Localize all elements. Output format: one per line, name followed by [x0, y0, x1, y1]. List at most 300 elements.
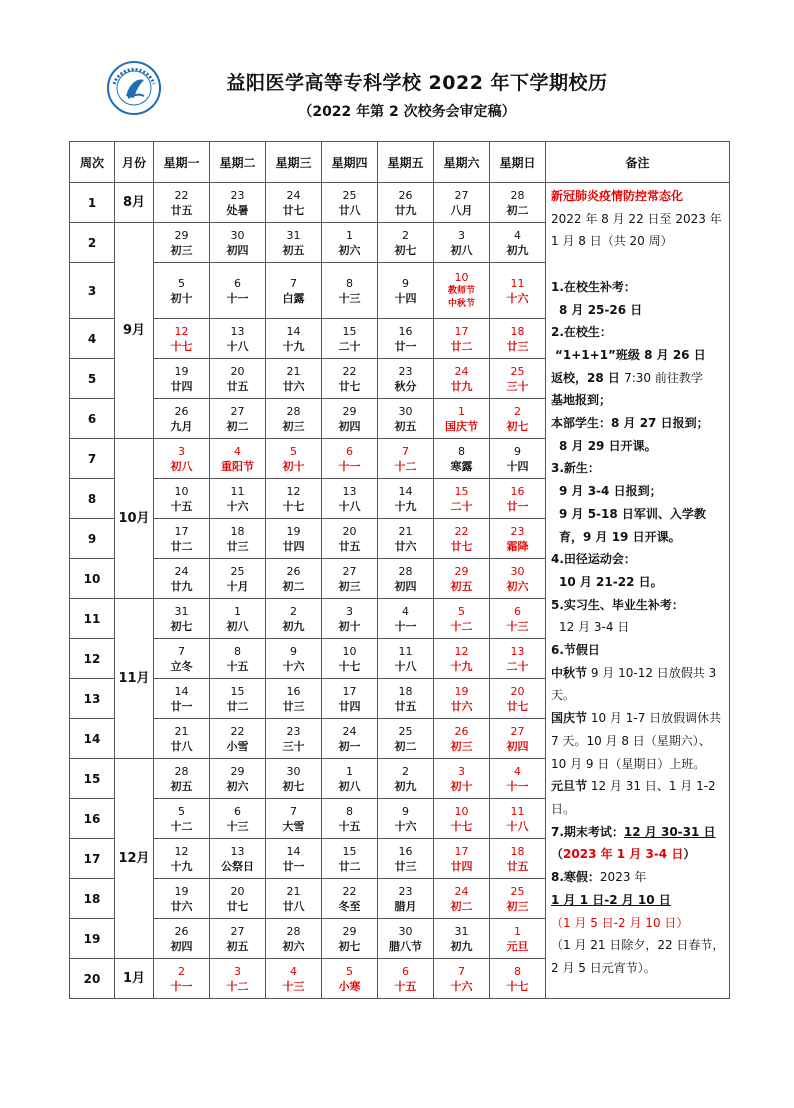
week-number: 8: [70, 479, 115, 519]
lunar-date: 初三: [338, 579, 361, 593]
lunar-date: 廿六: [282, 379, 305, 393]
day-cell: [434, 719, 490, 759]
lunar-date: 二十: [506, 659, 529, 673]
day-cell: [378, 519, 434, 559]
lunar-date: 初五: [226, 939, 249, 953]
lunar-date: 十七: [338, 659, 361, 673]
solar-date: 25: [510, 364, 525, 378]
lunar-date: 廿一: [282, 859, 305, 873]
lunar-date: 十一: [226, 291, 249, 305]
page-title: 益阳医学高等专科学校 2022 年下学期校历: [226, 72, 608, 94]
lunar-date: 初二: [394, 739, 417, 753]
solar-date: 22: [454, 524, 469, 538]
solar-date: 7: [290, 276, 297, 290]
solar-date: 30: [510, 564, 525, 578]
day-cell: [154, 639, 210, 679]
lunar-date: 教师节 中秋节: [447, 286, 475, 309]
day-cell: [434, 519, 490, 559]
lunar-date: 十七: [170, 339, 193, 353]
day-cell: [434, 559, 490, 599]
solar-date: 13: [342, 484, 357, 498]
lunar-date: 立冬: [170, 659, 193, 673]
solar-date: 14: [286, 324, 301, 338]
solar-date: 23: [230, 188, 245, 202]
day-cell: [434, 799, 490, 839]
day-cell: [378, 959, 434, 999]
day-cell: [154, 679, 210, 719]
day-cell: [154, 319, 210, 359]
day-cell: [210, 919, 266, 959]
note-heading: 8.寒假：: [551, 870, 600, 885]
lunar-date: 初六: [506, 579, 529, 593]
solar-date: 21: [398, 524, 413, 538]
lunar-date: 十四: [506, 459, 529, 473]
notes-cell: [546, 183, 730, 999]
lunar-date: 初八: [338, 779, 361, 793]
solar-date: 3: [178, 444, 185, 458]
note-text: （1 月 21 日除夕，22 日春节，2 月 5 日元宵节）。: [551, 938, 725, 975]
col-header: 星期三: [266, 142, 322, 183]
day-cell: [266, 519, 322, 559]
lunar-date: 廿六: [450, 699, 473, 713]
lunar-date: 廿四: [170, 379, 193, 393]
day-cell: [322, 759, 378, 799]
solar-date: 17: [342, 684, 357, 698]
day-cell: [322, 519, 378, 559]
lunar-date: 十九: [282, 339, 305, 353]
lunar-date: 初四: [394, 579, 417, 593]
solar-date: 31: [174, 604, 189, 618]
solar-date: 24: [342, 724, 357, 738]
solar-date: 14: [286, 844, 301, 858]
day-cell: [154, 183, 210, 223]
day-cell: [322, 879, 378, 919]
day-cell: [322, 799, 378, 839]
solar-date: 4: [290, 964, 297, 978]
col-header: 周次: [70, 142, 115, 183]
lunar-date: 初三: [170, 243, 193, 257]
note-text: 8 月 25-26 日: [559, 302, 643, 317]
lunar-date: 初五: [394, 419, 417, 433]
solar-date: 5: [178, 276, 185, 290]
solar-date: 16: [510, 484, 525, 498]
week-number: 9: [70, 519, 115, 559]
week-number: 5: [70, 359, 115, 399]
solar-date: 19: [286, 524, 301, 538]
day-cell: [434, 879, 490, 919]
day-cell: [210, 879, 266, 919]
solar-date: 29: [342, 404, 357, 418]
lunar-date: 初八: [450, 243, 473, 257]
day-cell: [210, 799, 266, 839]
day-cell: [266, 359, 322, 399]
day-cell: [434, 439, 490, 479]
day-cell: [378, 439, 434, 479]
day-cell: [490, 319, 546, 359]
day-cell: [266, 439, 322, 479]
lunar-date: 初九: [282, 619, 305, 633]
lunar-date: 十四: [394, 291, 417, 305]
lunar-date: 初四: [226, 243, 249, 257]
lunar-date: 廿五: [506, 859, 529, 873]
day-cell: [210, 959, 266, 999]
lunar-date: 初二: [282, 579, 305, 593]
solar-date: 16: [398, 844, 413, 858]
solar-date: 23: [286, 724, 301, 738]
day-cell: [266, 919, 322, 959]
note-text: （1 月 5 日-2 月 10 日）: [551, 915, 689, 930]
lunar-date: 初二: [226, 419, 249, 433]
lunar-date: 初八: [226, 619, 249, 633]
col-header: 星期四: [322, 142, 378, 183]
note-text: ）: [683, 847, 696, 862]
col-header: 星期五: [378, 142, 434, 183]
lunar-date: 九月: [170, 419, 193, 433]
lunar-date: 十五: [226, 659, 249, 673]
solar-date: 13: [230, 324, 245, 338]
day-cell: [434, 479, 490, 519]
day-cell: [322, 559, 378, 599]
lunar-date: 二十: [450, 499, 473, 513]
solar-date: 4: [402, 604, 409, 618]
solar-date: 30: [398, 924, 413, 938]
day-cell: [378, 839, 434, 879]
lunar-date: 廿八: [170, 739, 193, 753]
solar-date: 4: [514, 228, 521, 242]
note-text: 12 月 31 日、1 月 1-2 日。: [551, 779, 716, 816]
day-cell: [154, 599, 210, 639]
solar-date: 9: [402, 276, 409, 290]
lunar-date: 廿一: [394, 339, 417, 353]
lunar-date: 廿四: [338, 699, 361, 713]
day-cell: [434, 399, 490, 439]
day-cell: [490, 759, 546, 799]
solar-date: 26: [174, 404, 189, 418]
day-cell: [266, 639, 322, 679]
note-text: 7:30 前往教学: [624, 370, 703, 385]
solar-date: 2: [178, 964, 185, 978]
lunar-date: 十三: [506, 619, 529, 633]
day-cell: [434, 319, 490, 359]
lunar-date: 初十: [338, 619, 361, 633]
solar-date: 5: [178, 804, 185, 818]
solar-date: 12: [454, 644, 469, 658]
day-cell: [490, 679, 546, 719]
solar-date: 31: [454, 924, 469, 938]
lunar-date: 初四: [506, 739, 529, 753]
day-cell: [210, 319, 266, 359]
day-cell: [434, 759, 490, 799]
col-header: 备注: [546, 142, 730, 183]
day-cell: [266, 959, 322, 999]
day-cell: [266, 479, 322, 519]
solar-date: 1: [458, 404, 465, 418]
covid-title: 新冠肺炎疫情防控常态化: [551, 189, 684, 203]
lunar-date: 十一: [394, 619, 417, 633]
solar-date: 22: [342, 364, 357, 378]
lunar-date: 初五: [282, 243, 305, 257]
day-cell: [322, 679, 378, 719]
solar-date: 8: [346, 804, 353, 818]
lunar-date: 廿九: [450, 379, 473, 393]
note-text: 本部学生：8 月 27 日报到；: [551, 416, 709, 431]
day-cell: [154, 519, 210, 559]
solar-date: 21: [174, 724, 189, 738]
week-number: 3: [70, 263, 115, 319]
solar-date: 9: [514, 444, 521, 458]
lunar-date: 白露: [282, 291, 305, 305]
solar-date: 6: [234, 804, 241, 818]
solar-date: 9: [402, 804, 409, 818]
note-text: “1+1+1”班级 8 月 26 日: [555, 347, 706, 362]
solar-date: 24: [174, 564, 189, 578]
solar-date: 6: [346, 444, 353, 458]
lunar-date: 廿六: [394, 539, 417, 553]
day-cell: [378, 639, 434, 679]
day-cell: [210, 223, 266, 263]
month-cell: 8月: [115, 183, 154, 223]
lunar-date: 初二: [506, 203, 529, 217]
day-cell: [210, 399, 266, 439]
lunar-date: 寒露: [450, 459, 473, 473]
solar-date: 28: [174, 764, 189, 778]
day-cell: [322, 223, 378, 263]
solar-date: 12: [286, 484, 301, 498]
day-cell: [378, 559, 434, 599]
solar-date: 26: [454, 724, 469, 738]
solar-date: 1: [514, 924, 521, 938]
day-cell: [210, 439, 266, 479]
solar-date: 1: [346, 228, 353, 242]
day-cell: [210, 759, 266, 799]
lunar-date: 十八: [394, 659, 417, 673]
day-cell: [378, 759, 434, 799]
solar-date: 2: [402, 228, 409, 242]
lunar-date: 初七: [170, 619, 193, 633]
day-cell: [378, 799, 434, 839]
lunar-date: 十五: [394, 979, 417, 993]
solar-date: 19: [174, 364, 189, 378]
lunar-date: 十七: [282, 499, 305, 513]
solar-date: 28: [398, 564, 413, 578]
day-cell: [490, 799, 546, 839]
solar-date: 26: [286, 564, 301, 578]
day-cell: [378, 679, 434, 719]
day-cell: [434, 263, 490, 319]
lunar-date: 小雪: [226, 739, 249, 753]
day-cell: [266, 879, 322, 919]
day-cell: [434, 959, 490, 999]
lunar-date: 初四: [338, 419, 361, 433]
note-text: 9 月 3-4 日报到；: [559, 484, 662, 499]
lunar-date: 十六: [394, 819, 417, 833]
month-cell: 12月: [115, 759, 154, 959]
day-cell: [378, 263, 434, 319]
lunar-date: 廿八: [282, 899, 305, 913]
solar-date: 18: [510, 324, 525, 338]
day-cell: [378, 183, 434, 223]
solar-date: 5: [458, 604, 465, 618]
day-cell: [154, 919, 210, 959]
day-cell: [154, 719, 210, 759]
day-cell: [490, 599, 546, 639]
solar-date: 10: [342, 644, 357, 658]
day-cell: [266, 223, 322, 263]
note-text: 10 月 1-7 日放假调休共 7 天。10 月 8 日（星期六）、10 月 9 日（星期日）上班。: [551, 711, 722, 771]
solar-date: 16: [286, 684, 301, 698]
solar-date: 26: [174, 924, 189, 938]
lunar-date: 廿七: [282, 203, 305, 217]
week-number: 17: [70, 839, 115, 879]
lunar-date: 十六: [282, 659, 305, 673]
solar-date: 29: [174, 228, 189, 242]
solar-date: 17: [454, 844, 469, 858]
lunar-date: 初九: [394, 779, 417, 793]
day-cell: [210, 479, 266, 519]
day-cell: [266, 679, 322, 719]
lunar-date: 十三: [338, 291, 361, 305]
solar-date: 7: [290, 804, 297, 818]
day-cell: [154, 359, 210, 399]
col-header: 星期二: [210, 142, 266, 183]
day-cell: [322, 183, 378, 223]
lunar-date: 廿一: [170, 699, 193, 713]
day-cell: [378, 599, 434, 639]
day-cell: [434, 183, 490, 223]
solar-date: 14: [174, 684, 189, 698]
solar-date: 30: [230, 228, 245, 242]
lunar-date: 十三: [282, 979, 305, 993]
day-cell: [490, 399, 546, 439]
lunar-date: 冬至: [338, 899, 361, 913]
holiday-label: 元旦节: [551, 779, 588, 794]
solar-date: 15: [230, 684, 245, 698]
lunar-date: 廿五: [394, 699, 417, 713]
note-text: 9 月 5-18 日军训、入学教育，9 月 19 日开课。: [559, 506, 706, 544]
day-cell: [266, 183, 322, 223]
solar-date: 18: [230, 524, 245, 538]
solar-date: 27: [454, 188, 469, 202]
solar-date: 12: [174, 324, 189, 338]
lunar-date: 廿五: [170, 203, 193, 217]
week-number: 4: [70, 319, 115, 359]
week-number: 20: [70, 959, 115, 999]
lunar-date: 十月: [226, 579, 249, 593]
note-text: 1 月 1 日-2 月 10 日: [551, 892, 671, 907]
note-heading: 3.新生：: [551, 461, 600, 476]
lunar-date: 初十: [450, 779, 473, 793]
day-cell: [322, 639, 378, 679]
lunar-date: 十六: [226, 499, 249, 513]
day-cell: [154, 399, 210, 439]
solar-date: 25: [230, 564, 245, 578]
lunar-date: 十五: [338, 819, 361, 833]
lunar-date: 十二: [394, 459, 417, 473]
note-heading: 1.在校生补考：: [551, 279, 636, 294]
solar-date: 19: [454, 684, 469, 698]
solar-date: 23: [398, 884, 413, 898]
solar-date: 28: [286, 404, 301, 418]
week-number: 16: [70, 799, 115, 839]
solar-date: 2: [402, 764, 409, 778]
solar-date: 12: [174, 844, 189, 858]
lunar-date: 廿一: [506, 499, 529, 513]
lunar-date: 初七: [506, 419, 529, 433]
day-cell: [322, 479, 378, 519]
day-cell: [378, 919, 434, 959]
lunar-date: 十九: [450, 659, 473, 673]
lunar-date: 廿五: [338, 539, 361, 553]
lunar-date: 廿五: [226, 379, 249, 393]
lunar-date: 十一: [170, 979, 193, 993]
week-number: 11: [70, 599, 115, 639]
day-cell: [378, 479, 434, 519]
lunar-date: 初三: [282, 419, 305, 433]
day-cell: [434, 599, 490, 639]
solar-date: 25: [342, 188, 357, 202]
solar-date: 25: [510, 884, 525, 898]
day-cell: [322, 719, 378, 759]
note-text: 12 月 3-4 日: [559, 620, 630, 635]
day-cell: [154, 479, 210, 519]
lunar-date: 国庆节: [445, 419, 478, 433]
lunar-date: 初六: [338, 243, 361, 257]
lunar-date: 三十: [282, 739, 305, 753]
col-header: 星期六: [434, 142, 490, 183]
lunar-date: 十三: [226, 819, 249, 833]
day-cell: [434, 839, 490, 879]
solar-date: 20: [230, 364, 245, 378]
lunar-date: 十八: [338, 499, 361, 513]
day-cell: [322, 359, 378, 399]
day-cell: [378, 879, 434, 919]
week-number: 18: [70, 879, 115, 919]
note-text: 12 月 30-31 日: [623, 824, 716, 839]
lunar-date: 十七: [450, 819, 473, 833]
lunar-date: 霜降: [506, 539, 529, 553]
solar-date: 27: [230, 404, 245, 418]
solar-date: 28: [286, 924, 301, 938]
solar-date: 17: [174, 524, 189, 538]
day-cell: [378, 223, 434, 263]
note-heading: 2.在校生：: [551, 325, 612, 340]
lunar-date: 二十: [338, 339, 361, 353]
note-heading: 7.期末考试：: [551, 824, 624, 839]
day-cell: [322, 599, 378, 639]
col-header: 星期日: [490, 142, 546, 183]
solar-date: 1: [234, 604, 241, 618]
solar-date: 15: [342, 324, 357, 338]
solar-date: 6: [234, 276, 241, 290]
solar-date: 18: [510, 844, 525, 858]
lunar-date: 十六: [506, 291, 529, 305]
day-cell: [490, 359, 546, 399]
day-cell: [154, 263, 210, 319]
lunar-date: 初三: [506, 899, 529, 913]
lunar-date: 八月: [450, 203, 473, 217]
solar-date: 18: [398, 684, 413, 698]
lunar-date: 初十: [170, 291, 193, 305]
lunar-date: 初七: [394, 243, 417, 257]
day-cell: [266, 263, 322, 319]
lunar-date: 秋分: [394, 379, 417, 393]
note-heading: 5.实习生、毕业生补考：: [551, 597, 684, 612]
solar-date: 7: [402, 444, 409, 458]
day-cell: [210, 639, 266, 679]
lunar-date: 廿七: [338, 379, 361, 393]
day-cell: [154, 223, 210, 263]
lunar-date: 腊八节: [389, 939, 422, 953]
